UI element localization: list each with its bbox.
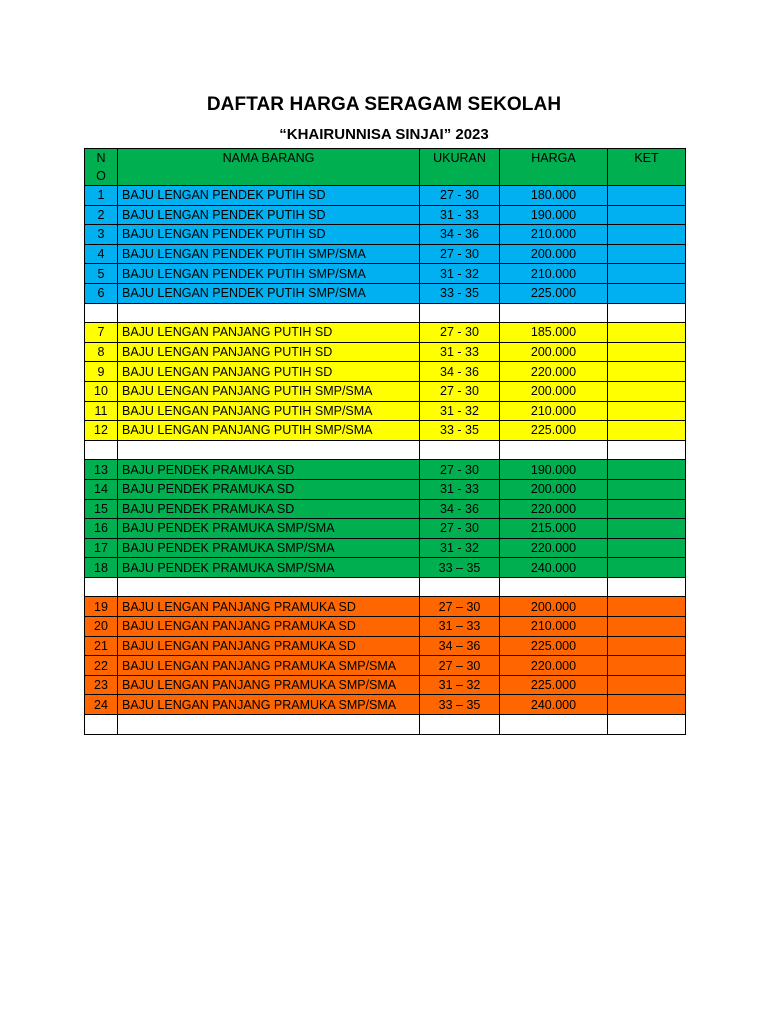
table-row [85, 264, 686, 284]
table-row [85, 558, 686, 578]
cell-no: 11 [85, 401, 118, 421]
table-row [85, 499, 686, 519]
cell-name: BAJU LENGAN PENDEK PUTIH SMP/SMA [118, 264, 420, 284]
cell-price: 210.000 [500, 401, 608, 421]
cell-name [118, 440, 420, 460]
cell-note [608, 401, 686, 421]
cell-note [608, 440, 686, 460]
cell-note [608, 460, 686, 480]
header-size: UKURAN [420, 149, 500, 186]
cell-size: 33 - 35 [420, 421, 500, 441]
cell-no: 24 [85, 695, 118, 715]
header-no [85, 149, 118, 186]
cell-name: BAJU LENGAN PENDEK PUTIH SD [118, 205, 420, 225]
cell-no: 13 [85, 460, 118, 480]
cell-price: 200.000 [500, 479, 608, 499]
cell-no: 22 [85, 656, 118, 676]
cell-name: BAJU LENGAN PENDEK PUTIH SD [118, 186, 420, 206]
table-row [85, 205, 686, 225]
cell-size: 27 – 30 [420, 656, 500, 676]
cell-price: 210.000 [500, 617, 608, 637]
cell-no: 18 [85, 558, 118, 578]
table-row [85, 695, 686, 715]
cell-no: 20 [85, 617, 118, 637]
cell-size: 27 – 30 [420, 597, 500, 617]
cell-no: 19 [85, 597, 118, 617]
cell-no: 7 [85, 323, 118, 343]
cell-note [608, 519, 686, 539]
cell-note [608, 225, 686, 245]
cell-name [118, 715, 420, 735]
cell-price: 220.000 [500, 362, 608, 382]
table-row [85, 617, 686, 637]
cell-price: 200.000 [500, 597, 608, 617]
spacer-row [85, 577, 686, 597]
cell-note [608, 264, 686, 284]
cell-note [608, 479, 686, 499]
cell-no: 8 [85, 342, 118, 362]
cell-size: 33 – 35 [420, 695, 500, 715]
cell-price: 240.000 [500, 695, 608, 715]
cell-size: 31 - 32 [420, 401, 500, 421]
table-row [85, 225, 686, 245]
cell-note [608, 205, 686, 225]
cell-name: BAJU PENDEK PRAMUKA SMP/SMA [118, 558, 420, 578]
cell-name: BAJU LENGAN PANJANG PRAMUKA SMP/SMA [118, 695, 420, 715]
table-row [85, 283, 686, 303]
cell-size: 31 - 33 [420, 205, 500, 225]
cell-note [608, 675, 686, 695]
cell-size: 31 - 33 [420, 342, 500, 362]
cell-no: 15 [85, 499, 118, 519]
table-row [85, 323, 686, 343]
cell-size: 27 - 30 [420, 519, 500, 539]
cell-price: 190.000 [500, 205, 608, 225]
cell-note [608, 421, 686, 441]
table-row [85, 636, 686, 656]
cell-price: 225.000 [500, 283, 608, 303]
spacer-row [85, 715, 686, 735]
cell-note [608, 656, 686, 676]
cell-no [85, 303, 118, 323]
cell-name: BAJU LENGAN PANJANG PUTIH SD [118, 362, 420, 382]
cell-no: 17 [85, 538, 118, 558]
cell-price [500, 440, 608, 460]
table-row [85, 656, 686, 676]
cell-size: 31 - 33 [420, 479, 500, 499]
cell-note [608, 186, 686, 206]
cell-price: 225.000 [500, 421, 608, 441]
cell-size [420, 577, 500, 597]
table-row [85, 342, 686, 362]
cell-note [608, 636, 686, 656]
cell-no: 6 [85, 283, 118, 303]
cell-size: 31 – 33 [420, 617, 500, 637]
table-row [85, 597, 686, 617]
cell-size: 34 - 36 [420, 362, 500, 382]
cell-size [420, 440, 500, 460]
table-row [85, 538, 686, 558]
cell-no [85, 715, 118, 735]
cell-no: 2 [85, 205, 118, 225]
table-row [85, 675, 686, 695]
cell-price: 220.000 [500, 538, 608, 558]
header-note: KET [608, 149, 686, 186]
document-subtitle: “KHAIRUNNISA SINJAI” 2023 [279, 126, 489, 143]
cell-note [608, 342, 686, 362]
cell-note [608, 695, 686, 715]
cell-size: 31 – 32 [420, 675, 500, 695]
cell-name: BAJU LENGAN PANJANG PRAMUKA SMP/SMA [118, 656, 420, 676]
cell-no: 5 [85, 264, 118, 284]
cell-price: 200.000 [500, 244, 608, 264]
cell-no: 10 [85, 381, 118, 401]
header-name: NAMA BARANG [118, 149, 420, 186]
cell-name: BAJU LENGAN PANJANG PUTIH SD [118, 323, 420, 343]
cell-price: 210.000 [500, 264, 608, 284]
table-body [85, 186, 686, 735]
table-row [85, 519, 686, 539]
table-row [85, 362, 686, 382]
price-table [84, 148, 686, 735]
cell-size [420, 715, 500, 735]
cell-size: 33 - 35 [420, 283, 500, 303]
cell-name: BAJU PENDEK PRAMUKA SD [118, 460, 420, 480]
cell-size: 27 - 30 [420, 186, 500, 206]
cell-note [608, 303, 686, 323]
cell-name: BAJU PENDEK PRAMUKA SMP/SMA [118, 538, 420, 558]
cell-note [608, 362, 686, 382]
cell-name: BAJU PENDEK PRAMUKA SD [118, 479, 420, 499]
header-no-line2: O [96, 169, 106, 183]
cell-size: 34 - 36 [420, 225, 500, 245]
cell-name: BAJU LENGAN PANJANG PUTIH SMP/SMA [118, 421, 420, 441]
cell-size [420, 303, 500, 323]
cell-price: 200.000 [500, 342, 608, 362]
table-row [85, 381, 686, 401]
cell-no: 14 [85, 479, 118, 499]
cell-price [500, 577, 608, 597]
cell-name: BAJU LENGAN PANJANG PRAMUKA SD [118, 636, 420, 656]
cell-note [608, 323, 686, 343]
table-header-row [85, 149, 686, 186]
table-row [85, 421, 686, 441]
cell-note [608, 499, 686, 519]
cell-name: BAJU LENGAN PENDEK PUTIH SMP/SMA [118, 244, 420, 264]
header-price: HARGA [500, 149, 608, 186]
spacer-row [85, 440, 686, 460]
table-row [85, 479, 686, 499]
cell-no: 12 [85, 421, 118, 441]
cell-no: 9 [85, 362, 118, 382]
cell-size: 34 – 36 [420, 636, 500, 656]
cell-name [118, 577, 420, 597]
cell-size: 33 – 35 [420, 558, 500, 578]
cell-price: 190.000 [500, 460, 608, 480]
cell-name: BAJU PENDEK PRAMUKA SD [118, 499, 420, 519]
header-no-line1: N [96, 151, 106, 165]
cell-price [500, 303, 608, 323]
cell-price: 210.000 [500, 225, 608, 245]
table-row [85, 460, 686, 480]
cell-size: 31 - 32 [420, 264, 500, 284]
cell-name: BAJU LENGAN PENDEK PUTIH SMP/SMA [118, 283, 420, 303]
cell-price: 225.000 [500, 675, 608, 695]
cell-no: 23 [85, 675, 118, 695]
cell-name: BAJU LENGAN PANJANG PRAMUKA SD [118, 597, 420, 617]
cell-size: 27 - 30 [420, 323, 500, 343]
cell-name: BAJU LENGAN PANJANG PRAMUKA SD [118, 617, 420, 637]
cell-size: 27 - 30 [420, 244, 500, 264]
cell-price: 200.000 [500, 381, 608, 401]
cell-note [608, 577, 686, 597]
cell-name: BAJU LENGAN PANJANG PUTIH SMP/SMA [118, 401, 420, 421]
cell-size: 27 - 30 [420, 381, 500, 401]
cell-note [608, 283, 686, 303]
cell-price [500, 715, 608, 735]
cell-name: BAJU LENGAN PANJANG PUTIH SD [118, 342, 420, 362]
cell-price: 225.000 [500, 636, 608, 656]
cell-note [608, 244, 686, 264]
cell-size: 27 - 30 [420, 460, 500, 480]
cell-price: 185.000 [500, 323, 608, 343]
cell-note [608, 617, 686, 637]
cell-no: 21 [85, 636, 118, 656]
cell-note [608, 381, 686, 401]
cell-name: BAJU LENGAN PENDEK PUTIH SD [118, 225, 420, 245]
cell-price: 220.000 [500, 499, 608, 519]
cell-no: 3 [85, 225, 118, 245]
cell-price: 240.000 [500, 558, 608, 578]
cell-price: 180.000 [500, 186, 608, 206]
cell-name: BAJU PENDEK PRAMUKA SMP/SMA [118, 519, 420, 539]
cell-name [118, 303, 420, 323]
cell-no: 16 [85, 519, 118, 539]
cell-name: BAJU LENGAN PANJANG PRAMUKA SMP/SMA [118, 675, 420, 695]
table-row [85, 401, 686, 421]
cell-price: 220.000 [500, 656, 608, 676]
table-row [85, 186, 686, 206]
cell-size: 34 - 36 [420, 499, 500, 519]
cell-no [85, 440, 118, 460]
cell-note [608, 538, 686, 558]
table-row [85, 244, 686, 264]
spacer-row [85, 303, 686, 323]
cell-note [608, 715, 686, 735]
cell-name: BAJU LENGAN PANJANG PUTIH SMP/SMA [118, 381, 420, 401]
cell-no [85, 577, 118, 597]
cell-size: 31 - 32 [420, 538, 500, 558]
cell-note [608, 558, 686, 578]
cell-note [608, 597, 686, 617]
document-title: DAFTAR HARGA SERAGAM SEKOLAH [206, 94, 562, 115]
cell-no: 4 [85, 244, 118, 264]
cell-price: 215.000 [500, 519, 608, 539]
cell-no: 1 [85, 186, 118, 206]
